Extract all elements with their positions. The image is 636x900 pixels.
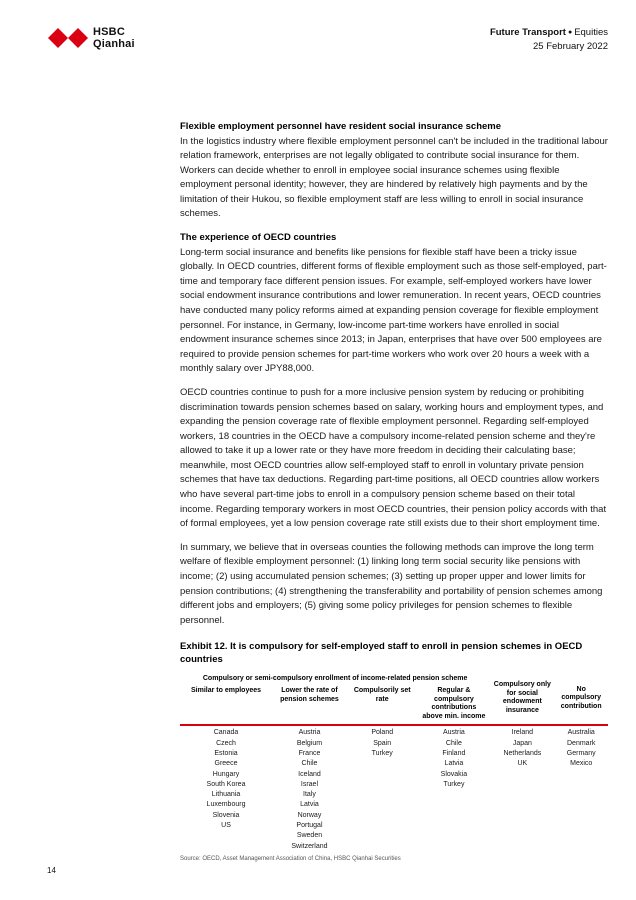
table-cell: Germany	[566, 749, 596, 757]
report-title-bold: Future Transport	[489, 27, 566, 38]
table-cell	[490, 770, 554, 780]
table-cell: Spain	[373, 739, 392, 747]
table-column-header: Compulsorily set rate	[353, 687, 411, 703]
table-cell	[418, 831, 491, 841]
table-cell: Denmark	[567, 739, 596, 747]
table-cell	[418, 790, 491, 800]
table-cell: Portugal	[296, 822, 323, 830]
table-cell	[554, 842, 608, 852]
table-cell: Chile	[301, 760, 318, 768]
table-cell: Lithuania	[211, 791, 241, 799]
section-heading-flexible-employment: Flexible employment personnel have resident social insurance scheme	[180, 121, 502, 132]
table-cell: Chile	[445, 739, 462, 747]
table-cell: US	[221, 822, 231, 830]
table-row	[180, 759, 608, 769]
table-cell	[180, 831, 272, 841]
table-cell	[554, 770, 608, 780]
header-right	[490, 26, 608, 54]
table-cell: Poland	[371, 729, 394, 737]
table-column-header: Compulsory only for social endowment insurance	[493, 681, 551, 714]
table-cell: South Korea	[206, 780, 246, 788]
table-cell: Belgium	[296, 739, 323, 747]
table-cell: Mexico	[570, 760, 593, 768]
table-cell: Italy	[303, 791, 316, 799]
table-cell	[418, 811, 491, 821]
body-content	[180, 120, 608, 862]
table-cell	[347, 790, 418, 800]
table-cell: Canada	[213, 729, 239, 737]
bullet-separator-icon: ●	[567, 29, 573, 36]
table-cell	[490, 780, 554, 790]
table-cell: Ireland	[511, 729, 534, 737]
table-cell: Latvia	[444, 760, 464, 768]
table-cell: UK	[517, 760, 528, 768]
table-row	[180, 728, 608, 738]
table-cell	[490, 811, 554, 821]
table-cell: Australia	[567, 729, 595, 737]
table-cell: Norway	[297, 811, 322, 819]
table-cell	[347, 800, 418, 810]
table-cell: Slovenia	[212, 811, 240, 819]
table-row	[180, 749, 608, 759]
table-row	[180, 831, 608, 841]
table-cell: Hungary	[212, 770, 240, 778]
report-title-regular: Equities	[574, 27, 608, 38]
table-cell	[418, 800, 491, 810]
table-cell: Latvia	[300, 801, 319, 809]
logo-sub-brand: Qianhai	[93, 38, 135, 50]
table-cell	[554, 831, 608, 841]
table-cell	[418, 842, 491, 852]
logo-brand: HSBC	[93, 26, 125, 38]
table-cell	[347, 811, 418, 821]
table-row	[180, 811, 608, 821]
table-column-header: Regular & compulsory contributions above min. income	[422, 687, 486, 720]
table-cell	[490, 800, 554, 810]
table-body	[180, 726, 608, 852]
table-cell: Austria	[298, 729, 321, 737]
table-row	[180, 800, 608, 810]
table-cell: Czech	[216, 739, 236, 747]
table-row	[180, 780, 608, 790]
table-cell	[554, 821, 608, 831]
exhibit-12	[180, 641, 608, 862]
table-cell	[490, 831, 554, 841]
table-cell	[554, 780, 608, 790]
table-cell: Japan	[512, 739, 532, 747]
hsbc-hexagon-icon	[48, 28, 88, 48]
report-title	[490, 26, 608, 40]
table-cell	[347, 842, 418, 852]
table-cell: Sweden	[296, 832, 323, 840]
table-cell: Israel	[300, 780, 319, 788]
paragraph: Long-term social insurance and benefits like pensions for flexible staff have been a tricky issue globally. In OECD countries, different forms of flexible employment such as those self-employed, part-time and temporary face different pension issues. For example, self-employed workers have lower social endowment insurance contributions and lower remuneration. In recent years, OECD countries have conducted many policy reforms aimed at expanding pension coverage for flexible employment personnel. For instance, in Germany, low-income part-time workers have enrolled in social endowment insurance schemes since 2013; in Japan, enterprises that have over 500 employees are required to provide pension schemes for part-time workers who work over 20 hours a week with a monthly salary over JPY88,000.	[180, 246, 607, 375]
table-cell	[347, 821, 418, 831]
table-cell	[347, 831, 418, 841]
table-cell: Greece	[214, 760, 238, 768]
table-cell: France	[298, 749, 321, 757]
report-date: 25 February 2022	[533, 41, 608, 52]
table-cell	[554, 811, 608, 821]
paragraph: OECD countries continue to push for a more inclusive pension system by reducing or prohibiting discrimination towards pension schemes based on salary, working hours and employment types, and expanding the pension coverage rate of flexible employment personnel. Regarding self-employed workers, 18 countries in the OECD have a compulsory income-related pension scheme and they're allowed to take it up a lower rate or they have more freedom in deciding their calculating base; meanwhile, most OECD countries allow self-employed staff to enroll in voluntary private pension schemes that have tax deductions. Regarding part-time positions, all OECD countries allow workers who have several part-time jobs to enroll in a compulsory pension scheme based on their total income. Regarding temporary workers in most OECD countries, their pension policy accords with that of formal employees, yet a low pension coverage rate still exists due to their short employment time.	[180, 386, 607, 530]
exhibit-title: Exhibit 12. It is compulsory for self-employed staff to enroll in pension schemes in OECD countries	[180, 641, 583, 665]
table-cell	[490, 790, 554, 800]
table-cell: Netherlands	[503, 749, 542, 757]
table-column-header: Similar to employees	[190, 687, 262, 694]
paragraph: In the logistics industry where flexible employment personnel can't be included in the traditional labour relation framework, enterprises are not legally obligated to contribute social insurance for them. Workers can decide whether to enroll in employee social insurance schemes using flexible employment personal identity; however, they are hindered by relatively high payments and by the limitation of their Hukou, so flexible employment staff are less willing to enroll in social insurance schemes.	[180, 135, 608, 220]
section-heading-oecd-experience: The experience of OECD countries	[180, 232, 337, 244]
table-cell: Iceland	[298, 770, 321, 778]
table-column-header: No compulsory contribution	[560, 685, 602, 710]
table-cell	[554, 790, 608, 800]
table-cell: Estonia	[214, 749, 238, 757]
logo-text	[93, 26, 135, 50]
table-cell: Finland	[442, 749, 466, 757]
page-number: 14	[47, 866, 56, 875]
table-column-header: Lower the rate of pension schemes	[280, 687, 339, 703]
table-cell: Turkey	[371, 749, 393, 757]
table-group-header: Compulsory or semi-compulsory enrollment of income-related pension scheme	[202, 675, 468, 683]
table-cell: Switzerland	[291, 842, 328, 850]
exhibit-source: Source: OECD, Asset Management Association of China, HSBC Qianhai Securities	[180, 855, 401, 862]
page-header	[48, 26, 608, 54]
table-row	[180, 842, 608, 852]
table-row	[180, 790, 608, 800]
table-cell: Slovakia	[440, 770, 468, 778]
table-row	[180, 770, 608, 780]
table-cell	[347, 759, 418, 769]
exhibit-table-header	[180, 675, 608, 726]
table-cell	[418, 821, 491, 831]
table-cell	[347, 780, 418, 790]
table-cell	[490, 842, 554, 852]
paragraph: In summary, we believe that in overseas counties the following methods can improve the long term welfare of flexible employment personnel: (1) linking long term social security like pensions with income; (2) using accumulated pension schemes; (3) setting up proper upper and lower limits for pension contributions; (4) strengthening the transferability and portability of pension schemes among different jobs and employers; (5) giving some policy privileges for pension schemes to flexible personnel.	[180, 541, 603, 626]
table-row	[180, 739, 608, 749]
table-row	[180, 821, 608, 831]
table-cell	[180, 842, 272, 852]
table-cell: Austria	[442, 729, 465, 737]
table-cell	[554, 800, 608, 810]
table-cell: Luxembourg	[206, 801, 246, 809]
table-cell	[490, 821, 554, 831]
table-cell: Turkey	[443, 780, 465, 788]
hsbc-logo	[48, 26, 135, 50]
table-cell	[347, 770, 418, 780]
